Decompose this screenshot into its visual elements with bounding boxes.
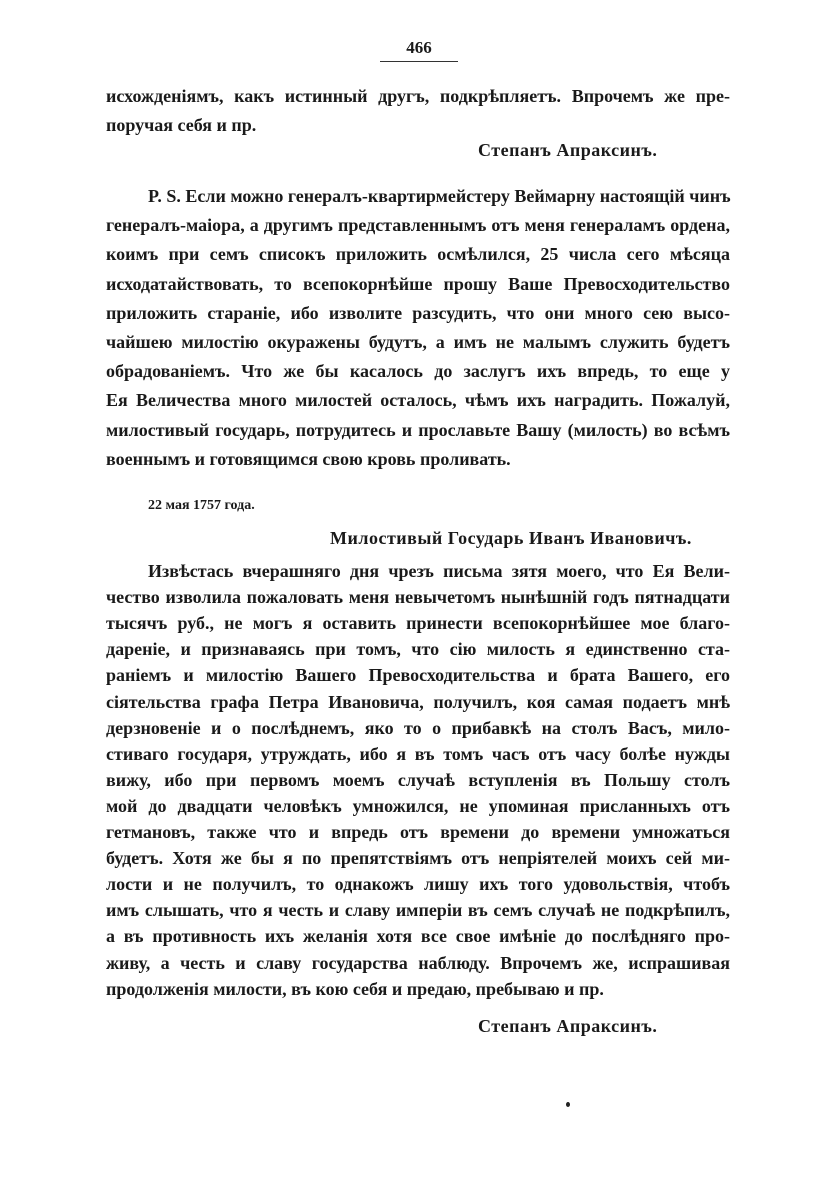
text-line: гетмановъ, также что и впредь отъ времени до времени умножаться [106, 822, 730, 842]
text-line: приложить стараніе, ибо изволите разсудить, что они много сею высо- [106, 302, 730, 323]
text-line: живу, а честь и славу государства наблюду. Впрочемъ же, испрашивая [106, 952, 730, 973]
text-line: исхожденіямъ, какъ истинный другъ, подкрѣпляетъ. Впрочемъ же пре- [106, 86, 730, 106]
text-line: коимъ при семъ списокъ приложить осмѣлился, 25 числа сего мѣсяца [106, 244, 730, 265]
letter-date: 22 мая 1757 года. [148, 498, 255, 513]
text-line: сіятельства графа Петра Ивановича, получилъ, коя самая подаетъ мнѣ [106, 691, 730, 712]
text-line: поручая себя и пр. [106, 115, 257, 135]
text-line: милостивый государь, потрудитесь и прославьте Вашу (милость) во всѣмъ [106, 419, 730, 440]
text-line: вижу, ибо при первомъ моемъ случаѣ вступленія въ Польшу столъ [106, 769, 730, 790]
text-line: чество изволила пожаловать меня невычетомъ нынѣшній годъ пятнадцати [106, 587, 730, 608]
text-line: мой до двадцати человѣкъ умножился, не упоминая присланныхъ отъ [106, 795, 730, 816]
text-line: лости и не получилъ, то однакожъ лишу ихъ того удовольствія, чтобъ [106, 874, 730, 895]
page-number: 466 [380, 38, 458, 62]
text-line: дареніе, и признаваясь при томъ, что сію милость я единственно ста- [106, 639, 730, 660]
text-line: а въ противность ихъ желанія хотя все свое имѣніе до послѣдняго про- [106, 926, 730, 947]
ink-speck [566, 1102, 570, 1107]
text-line: исходатайствовать, то всепокорнѣйше прошу Ваше Превосходительство [106, 273, 730, 294]
text-line: будетъ. Хотя же бы я по препятствіямъ отъ непріятелей моихъ сей ми- [106, 848, 730, 869]
text-line: стиваго государя, утруждать, ибо я въ томъ часъ отъ часу болѣе нужды [106, 743, 730, 764]
signature: Степанъ Апраксинъ. [478, 140, 658, 160]
text-line: Извѣстась вчерашняго дня чрезъ письма зятя моего, что Ея Вели- [148, 561, 730, 581]
text-line: Ея Величества много милостей осталось, чѣмъ ихъ наградить. Пожалуй, [106, 390, 730, 411]
text-line: генералъ-маіора, а другимъ представленнымъ отъ меня генераламъ ордена, [106, 215, 730, 236]
text-line: дерзновеніе и о послѣднемъ, яко то о прибавкѣ на столъ Васъ, мило- [106, 717, 730, 738]
text-line: тысячъ руб., не могъ я оставить принести всепокорнѣйшее мое благо- [106, 613, 730, 634]
text-line: имъ слышать, что я честь и славу имперіи въ семъ случаѣ не подкрѣпилъ, [106, 900, 730, 921]
text-line: раніемъ и милостію Вашего Превосходительства и брата Вашего, его [106, 665, 730, 686]
text-line: P. S. Если можно генералъ-квартирмейстеру Веймарну настоящій чинъ [148, 186, 731, 206]
signature: Степанъ Апраксинъ. [478, 1016, 658, 1036]
salutation: Милостивый Государь Иванъ Ивановичъ. [330, 528, 692, 548]
text-line: продолженія милости, въ кою себя и предаю, пребываю и пр. [106, 978, 604, 999]
text-line: военнымъ и готовящимся свою кровь проливать. [106, 448, 511, 469]
text-line: обрадованіемъ. Что же бы касалось до заслугъ ихъ впредь, то еще у [106, 361, 730, 382]
text-line: чайшею милостію окуражены будутъ, а имъ не малымъ служить будетъ [106, 332, 730, 352]
